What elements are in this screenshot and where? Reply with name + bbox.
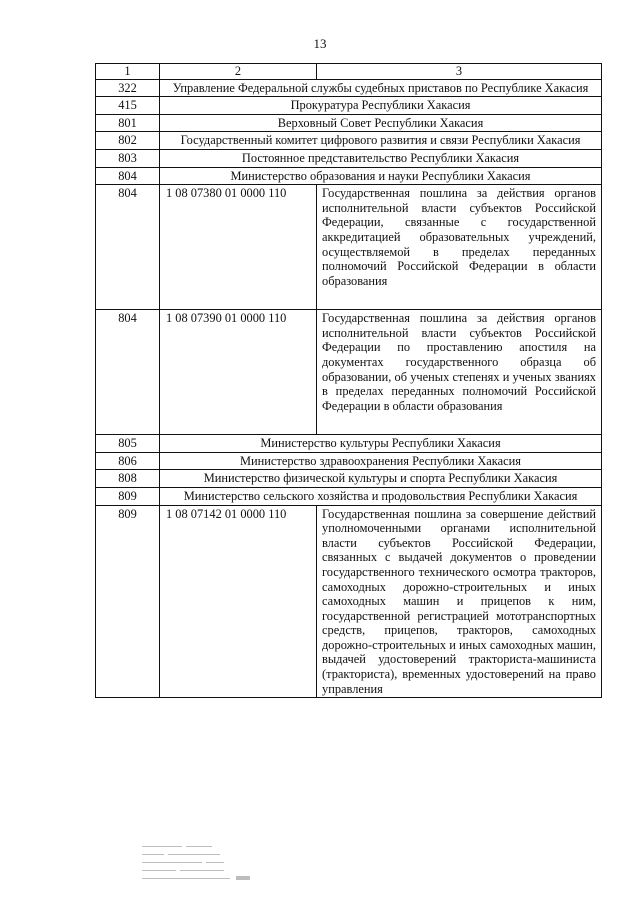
table-row [96,435,602,453]
table-row [96,97,602,115]
section-title: Министерство культуры Республики Хакасия [160,435,602,453]
revenue-code: 1 08 07142 01 0000 110 [160,505,317,698]
budget-codes-table [95,63,602,698]
row-number: 801 [96,114,160,132]
row-number: 804 [96,310,160,435]
table-row [96,487,602,505]
row-number: 322 [96,79,160,97]
revenue-description: Государственная пошлина за совершение действий уполномоченными органами исполнительной власти субъектов Российской Федерации, связанных с выдачей документов о проведении государственного технического осмотра тракторов, самоходных дорожно-строительных и иных самоходных машин и прицепов к ним, государственной регистрацией мототранспортных средств, прицепов, тракторов, самоходных дорожно-строительных и иных самоходных машин, выдачей удостоверений тракториста-машиниста (тракториста), временных удостоверений на право управления [317,505,602,698]
table-row [96,79,602,97]
header-col-2: 2 [160,64,317,80]
section-title: Министерство образования и науки Республики Хакасия [160,167,602,185]
revenue-description: Государственная пошлина за действия органов исполнительной власти субъектов Российской Федерации, связанные с государственной аккредитацией образовательных учреждений, осуществляемой в пределах переданных полномочий Российской Федерации в области образования [317,185,602,310]
row-number: 803 [96,149,160,167]
table-row [96,505,602,698]
row-number: 802 [96,132,160,150]
section-title: Государственный комитет цифрового развития и связи Республики Хакасия [160,132,602,150]
header-col-3: 3 [317,64,602,80]
table-row [96,452,602,470]
table-row [96,310,602,435]
row-number: 804 [96,167,160,185]
row-number: 804 [96,185,160,310]
revenue-code: 1 08 07380 01 0000 110 [160,185,317,310]
row-number: 415 [96,97,160,115]
header-col-1: 1 [96,64,160,80]
section-title: Постоянное представительство Республики Хакасия [160,149,602,167]
row-number: 805 [96,435,160,453]
table-header-row [96,64,602,80]
table-row [96,167,602,185]
section-title: Управление Федеральной службы судебных приставов по Республике Хакасия [160,79,602,97]
section-title: Министерство сельского хозяйства и продовольствия Республики Хакасия [160,487,602,505]
page-number: 13 [313,36,327,51]
row-number: 806 [96,452,160,470]
revenue-description: Государственная пошлина за действия органов исполнительной власти субъектов Российской Федерации по проставлению апостиля на документах государственного образца об образовании, об ученых степенях и ученых званиях в пределах переданных полномочий Российской Федерации в области образования [317,310,602,435]
revenue-code: 1 08 07390 01 0000 110 [160,310,317,435]
row-number: 809 [96,487,160,505]
table-row [96,114,602,132]
table-row [96,149,602,167]
table-row [96,185,602,310]
row-number: 809 [96,505,160,698]
section-title: Министерство физической культуры и спорта Республики Хакасия [160,470,602,488]
section-title: Прокуратура Республики Хакасия [160,97,602,115]
scan-stamp-mark [140,842,258,886]
section-title: Верховный Совет Республики Хакасия [160,114,602,132]
section-title: Министерство здравоохранения Республики Хакасия [160,452,602,470]
table-row [96,132,602,150]
row-number: 808 [96,470,160,488]
table-row [96,470,602,488]
